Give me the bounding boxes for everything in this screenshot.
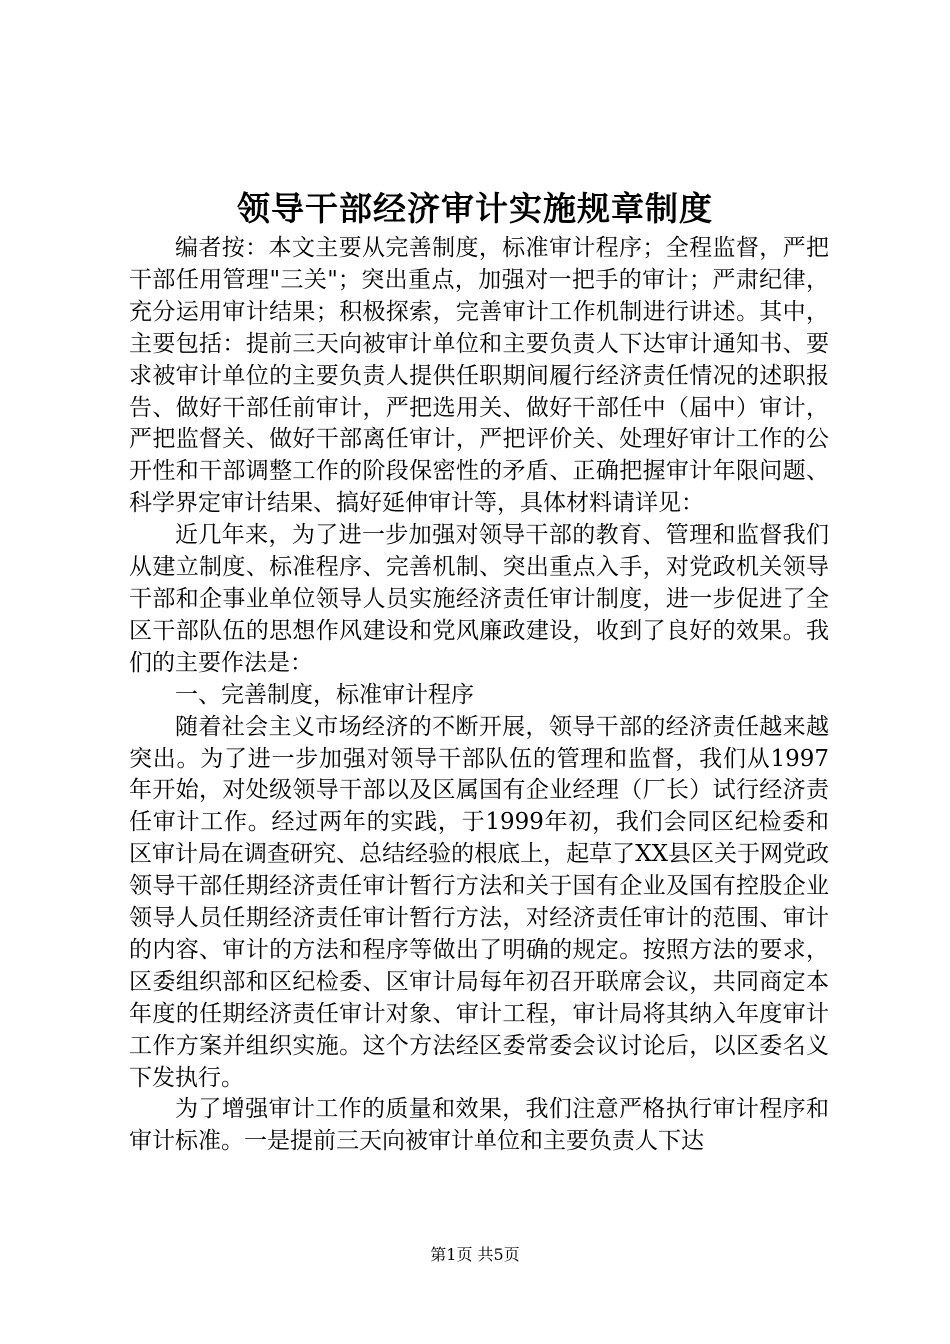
document-body <box>129 233 829 1158</box>
paragraph-audit-procedure: 为了增强审计工作的质量和效果，我们注意严格执行审计程序和审计标准。一是提前三天向被审计单位和主要负责人下达 <box>129 1096 829 1155</box>
paragraph-intro: 近几年来，为了进一步加强对领导干部的教育、管理和监督我们从建立制度、标准程序、完善机制、突出重点入手，对党政机关领导干部和企事业单位领导人员实施经济责任审计制度，进一步促进了全区干部队伍的思想作风建设和党风廉政建设，收到了良好的效果。我们的主要作法是： <box>129 522 829 676</box>
paragraph-section-1: 随着社会主义市场经济的不断开展，领导干部的经济责任越来越突出。为了进一步加强对领导干部队伍的管理和监督，我们从1997年开始，对处级领导干部以及区属国有企业经理（厂长）试行经济责任审计工作。经过两年的实践，于1999年初，我们会同区纪检委和区审计局在调查研究、总结经验的根底上，起草了XX县区关于网党政领导干部任期经济责任审计暂行方法和关于国有企业及国有控股企业领导人员任期经济责任审计暂行方法，对经济责任审计的范围、审计的内容、审计的方法和程序等做出了明确的规定。按照方法的要求，区委组织部和区纪检委、区审计局每年初召开联席会议，共同商定本年度的任期经济责任审计对象、审计工程，审计局将其纳入年度审计工作方案并组织实施。这个方法经区委常委会议讨论后，以区委名义下发执行。 <box>129 713 829 1091</box>
section-heading-1: 一、完善制度，标准审计程序 <box>175 681 474 708</box>
page-footer: 第1页 共5页 <box>430 1245 520 1264</box>
document-title: 领导干部经济审计实施规章制度 <box>237 189 713 228</box>
paragraph-editor-note: 编者按：本文主要从完善制度，标准审计程序；全程监督，严把干部任用管理"三关"；突出重点，加强对一把手的审计；严肃纪律，充分运用审计结果；积极探索，完善审计工作机制进行讲述。其中，主要包括：提前三天向被审计单位和主要负责人下达审计通知书、要求被审计单位的主要负责人提供任职期间履行经济责任情况的述职报告、做好干部任前审计，严把选用关、做好干部任中（届中）审计，严把监督关、做好干部离任审计，严把评价关、处理好审计工作的公开性和干部调整工作的阶段保密性的矛盾、正确把握审计年限问题、科学界定审计结果、搞好延伸审计等，具体材料请详见： <box>129 235 829 517</box>
